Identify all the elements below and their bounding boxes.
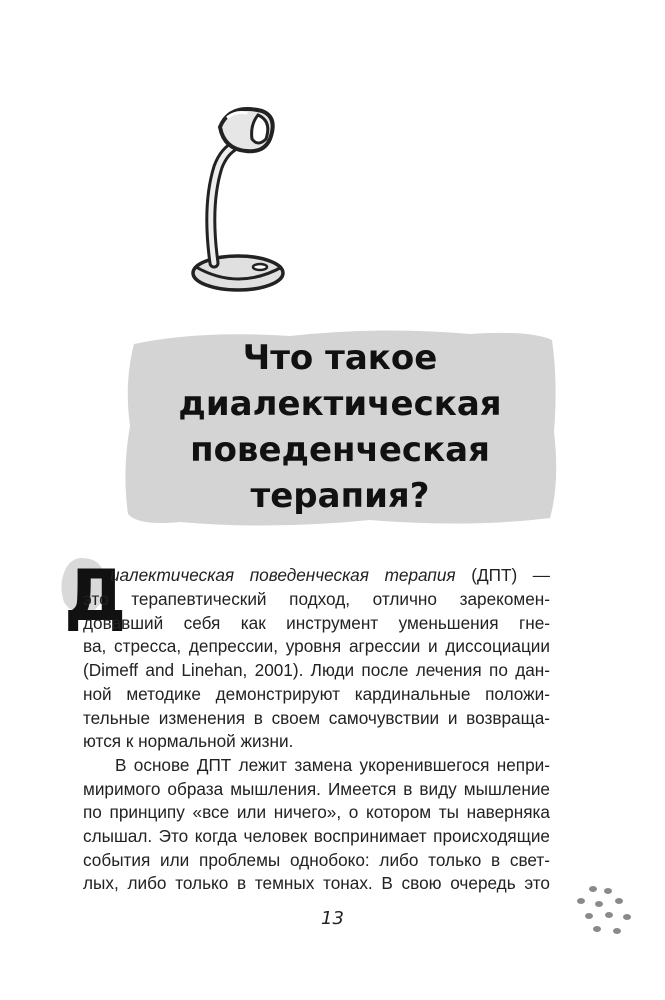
text-line: по принципу «все или ничего», о котором ты наверняка (83, 802, 550, 823)
body-text (83, 588, 550, 896)
title-line-4: терапия? (250, 476, 430, 516)
text-line: довавший себя как инструмент уменьшения гне- (83, 612, 550, 633)
text-line: ной методике демонстрируют кардинальные положи- (83, 683, 550, 704)
chapter-title (120, 335, 560, 519)
text-line: ва, стресса, депрессии, уровня агрессии и диссоциации (83, 636, 550, 657)
first-line-rest: (ДПТ) — (455, 565, 550, 585)
text-line: события или проблемы однобоко: либо только в свет- (83, 849, 550, 870)
drop-cap-letter: Д (64, 555, 127, 637)
title-line-1: Что такое (242, 338, 438, 378)
text-line: ются к нормальной жизни. (83, 731, 294, 752)
title-line-3: поведенческая (190, 430, 490, 470)
paragraph-1-first-line (110, 564, 550, 588)
text-line: лых, либо только в темных тонах. В свою очередь это (83, 873, 550, 894)
text-line: В основе ДПТ лежит замена укоренившегося непри- (115, 754, 550, 775)
text-line: это терапевтический подход, отлично зарекомен- (83, 589, 550, 609)
text-line: миримого образа мышления. Имеется в виду мышление (83, 778, 550, 799)
decorative-dots-icon (575, 885, 635, 940)
desk-lamp-icon (180, 95, 300, 305)
text-line: (Dimeff and Linehan, 2001). Люди после лечения по дан- (83, 660, 550, 681)
title-line-2: диалектическая (178, 384, 502, 424)
text-line: тельные изменения в своем самочувствии и возвраща- (83, 707, 550, 728)
italic-term: иалектическая поведенческая терапия (110, 565, 456, 585)
text-line: слышал. Это когда человек воспринимает происходящие (83, 826, 550, 847)
page-number: 13 (321, 908, 344, 929)
